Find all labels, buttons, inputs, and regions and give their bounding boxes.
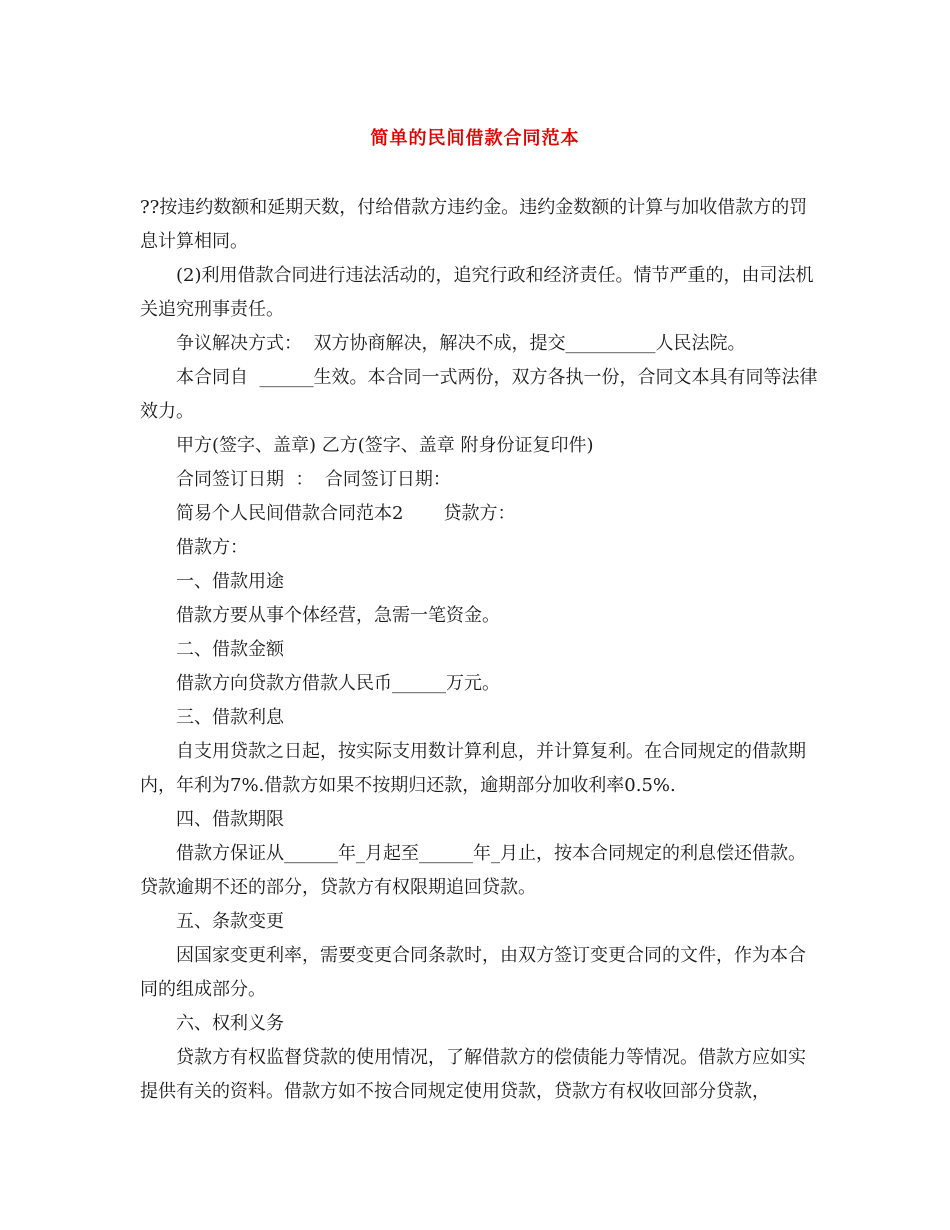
paragraph: 甲方(签字、盖章) 乙方(签字、盖章 附身份证复印件) (176, 435, 594, 456)
paragraph: 六、权利义务 (176, 1013, 284, 1034)
paragraph: 因国家变更利率，需要变更合同条款时，由双方签订变更合同的文件，作为本合同的组成部分。 (140, 945, 806, 1000)
paragraph: (2)利用借款合同进行违法活动的，追究行政和经济责任。情节严重的，由司法机关追究刑事责任。 (140, 265, 814, 320)
paragraph: 四、借款期限 (176, 809, 284, 830)
paragraph: 借款方保证从______年_月起至______年_月止，按本合同规定的利息偿还借款。贷款逾期不还的部分，贷款方有权限期追回贷款。 (140, 843, 806, 898)
document-title: 简单的民间借款合同范本 (370, 128, 580, 149)
paragraph: 简易个人民间借款合同范本2 贷款方： (176, 503, 516, 524)
paragraph: 争议解决方式： 双方协商解决，解决不成，提交__________人民法院。 (176, 333, 746, 354)
paragraph: 借款方： (176, 537, 248, 558)
paragraph: 贷款方有权监督贷款的使用情况，了解借款方的偿债能力等情况。借款方应如实提供有关的资料。借款方如不按合同规定使用贷款，贷款方有权收回部分贷款， (140, 1047, 806, 1102)
paragraph: 一、借款用途 (176, 571, 284, 592)
paragraph: 合同签订日期 ： 合同签订日期： (176, 469, 451, 490)
paragraph: 本合同自 ______生效。本合同一式两份，双方各执一份，合同文本具有同等法律效力。 (140, 367, 818, 422)
paragraph: 自支用贷款之日起，按实际支用数计算利息，并计算复利。在合同规定的借款期内，年利为7%.借款方如果不按期归还款，逾期部分加收利率0.5%. (140, 741, 806, 796)
paragraph: 五、条款变更 (176, 911, 284, 932)
paragraph: ??按违约数额和延期天数，付给借款方违约金。违约金数额的计算与加收借款方的罚息计算相同。 (140, 197, 808, 252)
paragraph: 二、借款金额 (176, 639, 284, 660)
document-body (140, 191, 820, 1109)
paragraph: 三、借款利息 (176, 707, 284, 728)
paragraph: 借款方向贷款方借款人民币______万元。 (176, 673, 500, 694)
paragraph: 借款方要从事个体经营，急需一笔资金。 (176, 605, 500, 626)
